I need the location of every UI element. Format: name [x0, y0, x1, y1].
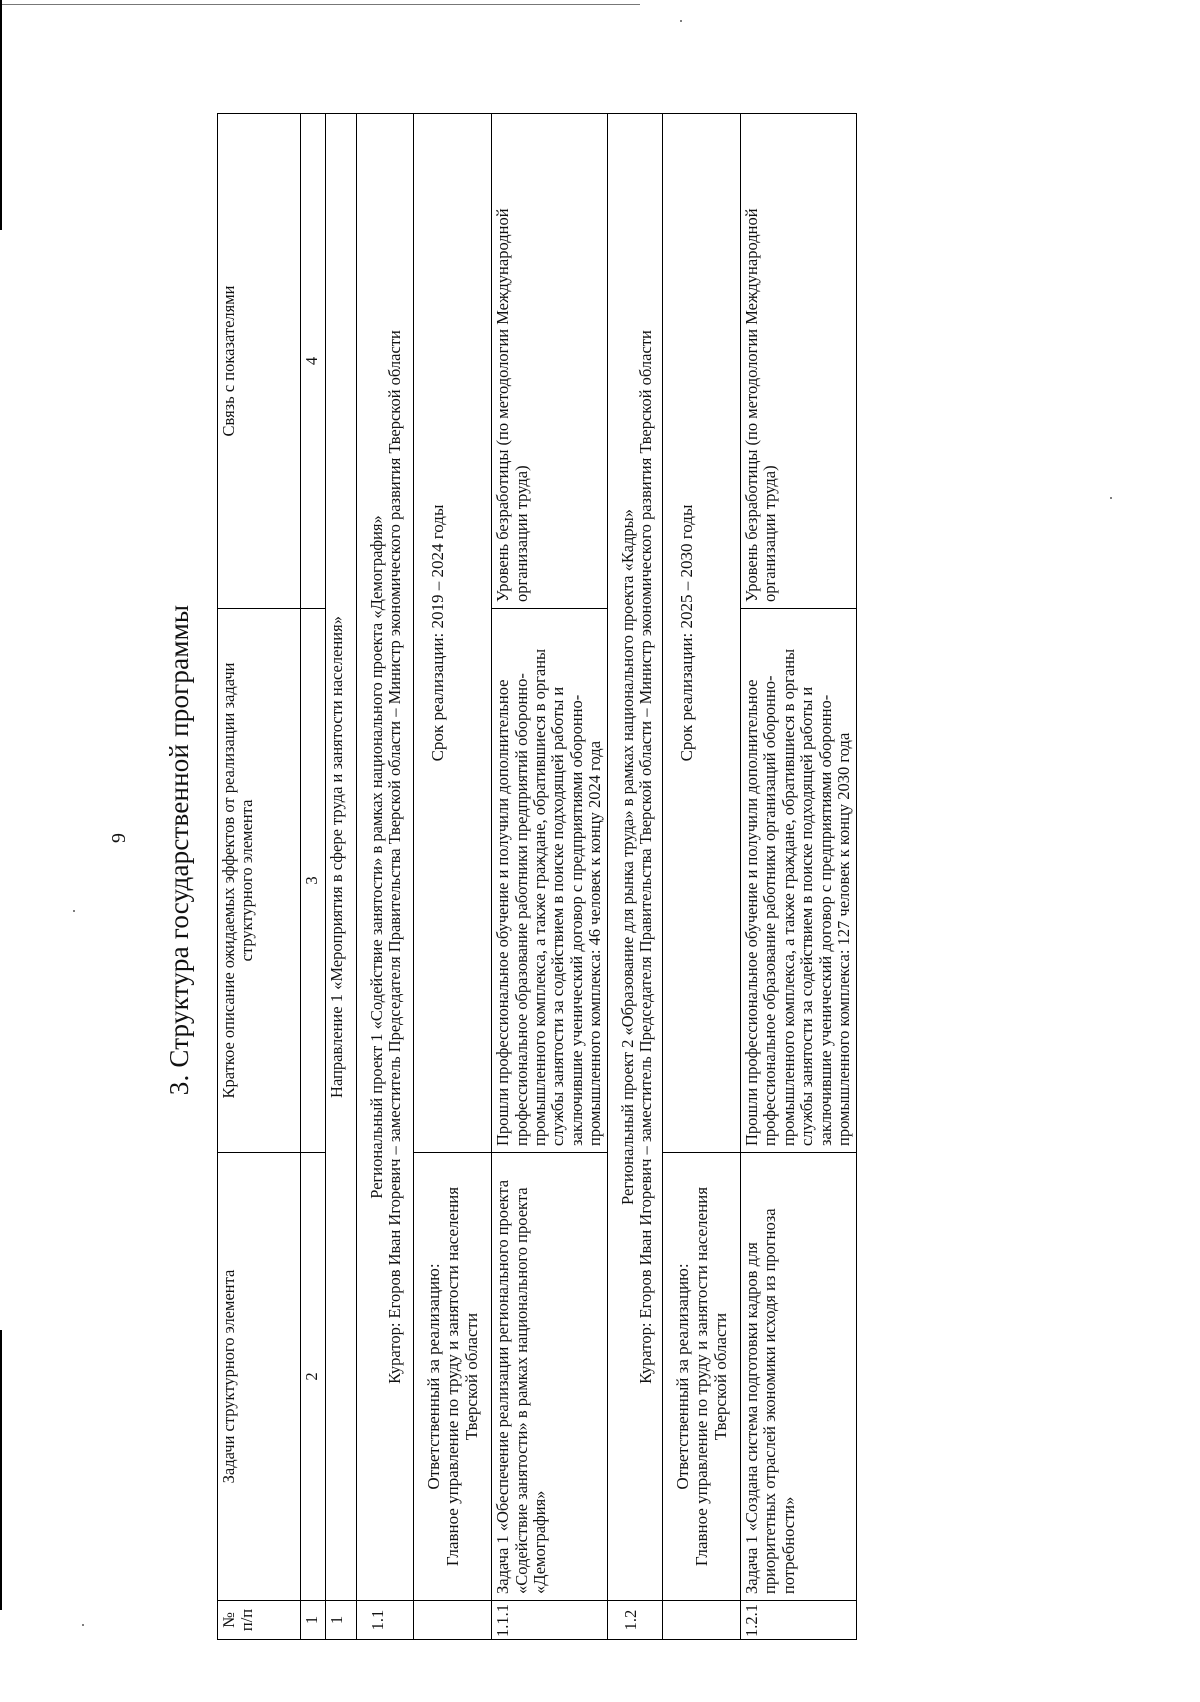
scan-artifact-left-edge-lower: [0, 1330, 2, 1610]
project-curator: Куратор: Егоров Иван Игоревич – заместитель Председателя Правительства Тверской области – Министр экономического развития Тверской области: [385, 330, 405, 1384]
task-text: Задача 1 «Обеспечение реализации регионального проекта «Содействие занятости» в рамках национального проекта «Демография»: [492, 1153, 608, 1601]
task-link: Уровень безработицы (по методологии Международной организации труда): [492, 114, 608, 609]
column-number: 2: [301, 1153, 326, 1601]
row-num: 1.1.1: [492, 1601, 608, 1640]
term-cell: Срок реализации: 2025 – 2030 годы: [662, 114, 740, 1153]
row-num: 1.2: [607, 1601, 662, 1640]
table-header-row: [218, 114, 301, 1640]
task-text: Задача 1 «Создана система подготовки кадров для приоритетных отраслей экономики исходя из прогноза потребности»: [740, 1153, 856, 1601]
table-row-task-1-2-1: [740, 114, 856, 1640]
project-title: Региональный проект 2 «Образование для рынка труда» в рамках национального проекта «Кадры»: [617, 509, 637, 1205]
column-number: 3: [301, 609, 326, 1153]
row-num: 1: [326, 1601, 357, 1640]
task-link: Уровень безработицы (по методологии Международной организации труда): [740, 114, 856, 609]
header-num: № п/п: [218, 1601, 301, 1640]
row-num: 1.1: [357, 1601, 414, 1640]
table-row-project-1-1: [357, 114, 414, 1640]
project-curator: Куратор: Егоров Иван Игоревич – заместитель Председателя Правительства Тверской области – Министр экономического развития Тверской области: [636, 330, 656, 1384]
header-task: Задачи структурного элемента: [218, 1153, 301, 1601]
responsible-org: Главное управление по труду и занятости населения Тверской области: [442, 1186, 481, 1567]
table-row-task-1-1-1: [492, 114, 608, 1640]
table-row-project-1-2: [607, 114, 662, 1640]
project-block: [607, 114, 662, 1601]
responsible-cell: [662, 1153, 740, 1601]
project-block: [357, 114, 414, 1601]
table-row-direction-1: [326, 114, 357, 1640]
header-desc: Краткое описание ожидаемых эффектов от реализации задачи структурного элемента: [218, 609, 301, 1153]
responsible-label: Ответственный за реализацию:: [423, 1263, 443, 1490]
table-row-project-1-2-meta: [662, 114, 740, 1640]
project-title: Региональный проект 1 «Содействие занятости» в рамках национального проекта «Демография»: [367, 515, 386, 1199]
responsible-cell: [413, 1153, 491, 1601]
task-desc: Прошли профессиональное обучение и получили дополнительное профессиональное образование работники организаций оборонно-промышленного комплекса, а также граждане, обратившиеся в органы службы занятости за содействием в поиске подходящей работы и заключившие ученический договор с предприятиями оборонно-промышленного комплекса: 127 человек к концу 2030 года: [740, 609, 856, 1153]
scan-speck: [680, 20, 682, 22]
column-numbers-row: [301, 114, 326, 1640]
row-num: 1.2.1: [740, 1601, 856, 1640]
row-num-empty: [662, 1601, 740, 1640]
row-num-empty: [413, 1601, 491, 1640]
section-title: 3. Структура государственной программы: [164, 604, 194, 1096]
header-link: Связь с показателями: [218, 114, 301, 609]
rotated-page-content: [150, 90, 1080, 1640]
direction-title: Направление 1 «Мероприятия в сфере труда и занятости населения»: [326, 114, 357, 1601]
column-number: 1: [301, 1601, 326, 1640]
program-structure-table: [217, 113, 857, 1640]
scan-speck: [82, 1624, 84, 1626]
task-desc: Прошли профессиональное обучение и получили дополнительное профессиональное образование работники предприятий оборонно-промышленного комплекса, а также граждане, обратившиеся в органы службы занятости за содействием в поиске подходящей работы и заключившие ученический договор с предприятиями оборонно-промышленного комплекса: 46 человек к концу 2024 года: [492, 609, 608, 1153]
responsible-label: Ответственный за реализацию:: [672, 1263, 692, 1490]
term-cell: Срок реализации: 2019 – 2024 годы: [413, 114, 491, 1153]
responsible-org: Главное управление по труду и занятости населения Тверской области: [691, 1186, 730, 1567]
table-row-project-1-1-meta: [413, 114, 491, 1640]
page-number: 9: [108, 833, 130, 843]
scan-speck: [1110, 497, 1112, 499]
column-number: 4: [301, 114, 326, 609]
scan-artifact-top: [0, 4, 640, 5]
scan-speck: [73, 910, 75, 912]
scan-artifact-left-edge: [0, 0, 2, 230]
